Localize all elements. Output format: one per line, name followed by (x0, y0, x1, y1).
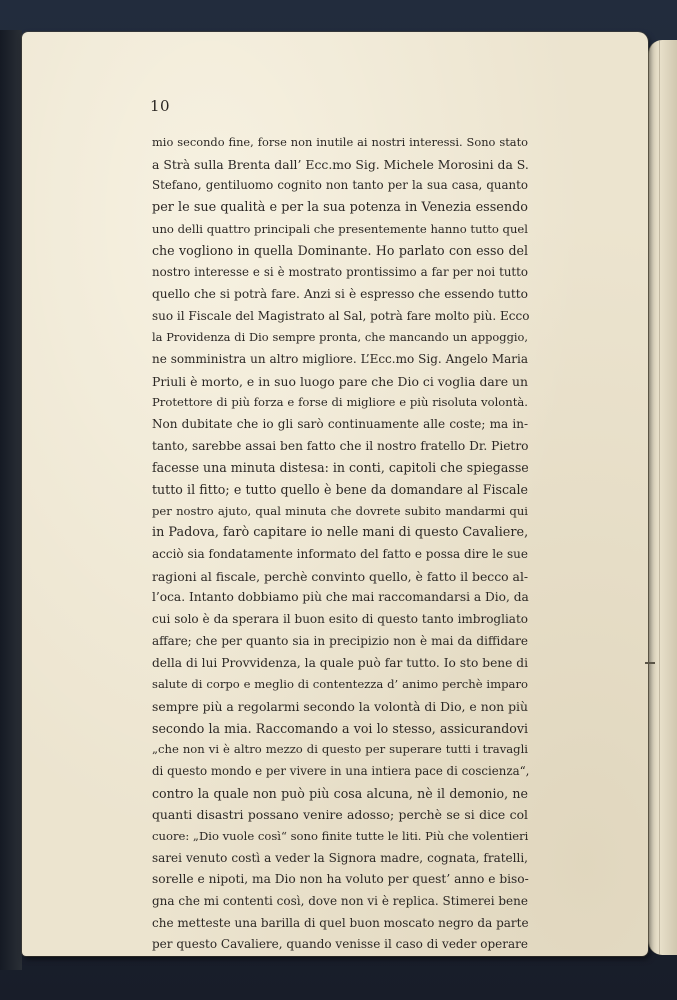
text-line: l’oca. Intanto dobbiamo più che mai raccomandarsi a Dio, da (152, 590, 529, 605)
text-line: ragioni al fiscale, perchè convinto quello, è fatto il becco al- (152, 568, 529, 584)
text-line: a Strà sulla Brenta dall’ Ecc.mo Sig. Michele Morosini da S. (152, 156, 529, 172)
text-line: cui solo è da sperara il buon esito di questo tanto imbrogliato (152, 612, 528, 627)
text-line: contro la quale non può più cosa alcuna, nè il demonio, ne (152, 785, 528, 801)
text-line: acciò sia fondatamente informato del fatto e possa dire le sue (152, 547, 528, 562)
text-line: „che non vi è altro mezzo di questo per superare tutti i travagli (152, 742, 528, 757)
binding-shadow (0, 30, 22, 970)
text-line: la Providenza di Dio sempre pronta, che mancando un appoggio, (152, 330, 528, 345)
text-line: secondo la mia. Raccomando a voi lo stesso, assicurandovi (152, 720, 528, 736)
text-line: per nostro ajuto, qual minuta che dovrete subito mandarmi qui (152, 503, 528, 518)
next-page-edge (648, 40, 677, 955)
text-line: per questo Cavaliere, quando venisse il caso di veder operare (152, 937, 528, 952)
text-line: tanto, sarebbe assai ben fatto che il nostro fratello Dr. Pietro (152, 438, 529, 453)
text-line: Stefano, gentiluomo cognito non tanto per la sua casa, quanto (152, 178, 528, 193)
text-line: Priuli è morto, e in suo luogo pare che Dio ci voglia dare un (152, 373, 528, 389)
text-line: Protettore di più forza e forse di migliore e più risoluta volontà. (152, 395, 528, 410)
text-line: che vogliono in quella Dominante. Ho parlato con esso del (152, 243, 528, 259)
text-line: sempre più a regolarmi secondo la volontà di Dio, e non più (152, 698, 528, 714)
text-line: quello che si potrà fare. Anzi si è espresso che essendo tutto (152, 286, 528, 301)
text-line: nostro interesse e si è mostrato prontissimo a far per noi tutto (152, 265, 528, 280)
text-line: suo il Fiscale del Magistrato al Sal, potrà fare molto più. Ecco (152, 308, 530, 323)
text-line: che metteste una barilla di quel buon moscato negro da parte (152, 915, 529, 930)
text-line: ne somministra un altro migliore. L’Ecc.mo Sig. Angelo Maria (152, 351, 528, 366)
text-line: cuore: „Dio vuole così“ sono finite tutte le liti. Più che volentieri (152, 829, 529, 843)
text-line: quanti disastri possano venire adosso; perchè se si dice col (152, 807, 528, 823)
text-line: gna che mi contenti così, dove non vi è replica. Stimerei bene (152, 894, 528, 909)
text-line: per le sue qualità e per la sua potenza in Venezia essendo (152, 200, 528, 216)
page-number: 10 (150, 97, 171, 115)
text-line: mio secondo fine, forse non inutile ai nostri interessi. Sono stato (152, 135, 528, 149)
text-line: Non dubitate che io gli sarò continuamente alle coste; ma in- (152, 416, 528, 431)
text-line: tutto il fitto; e tutto quello è bene da domandare al Fiscale (152, 482, 528, 497)
text-line: della di lui Provvidenza, la quale può far tutto. Io sto bene di (152, 655, 528, 670)
text-line: affare; che per quanto sia in precipizio non è mai da diffidare (152, 633, 528, 648)
text-line: uno delli quattro principali che presentemente hanno tutto quel (152, 221, 528, 236)
text-line: sorelle e nipoti, ma Dio non ha voluto per quest’ anno e biso- (152, 872, 529, 887)
margin-mark (645, 662, 655, 664)
text-line: in Padova, farò capitare io nelle mani di questo Cavaliere, (152, 525, 529, 541)
text-line: di questo mondo e per vivere in una intiera pace di coscienza“, (152, 763, 530, 778)
text-line: salute di corpo e meglio di contentezza d’ animo perchè imparo (152, 677, 528, 692)
page-body-text (152, 132, 528, 956)
text-line: facesse una minuta distesa: in conti, capitoli che spiegasse (152, 460, 529, 476)
text-line: sarei venuto costì a veder la Signora madre, cognata, fratelli, (152, 850, 528, 865)
